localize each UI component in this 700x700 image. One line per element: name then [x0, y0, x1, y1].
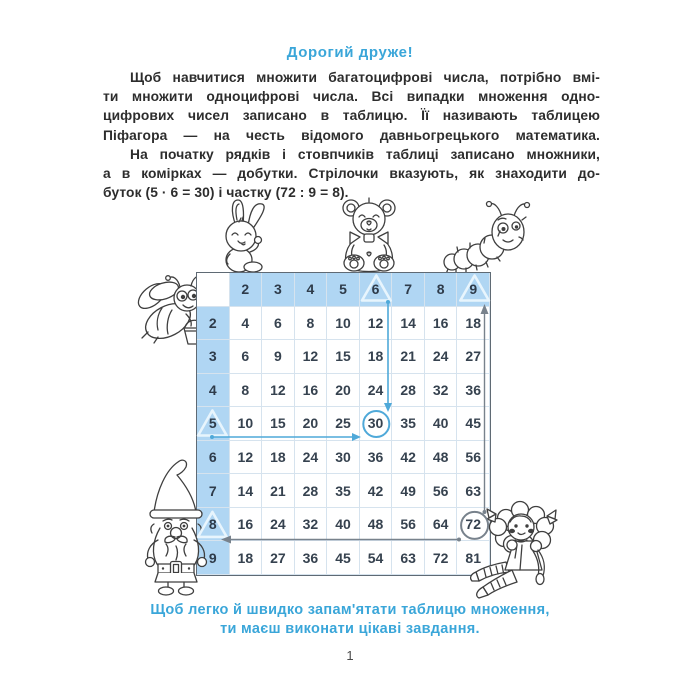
product-cell-r3-c5: 15 — [327, 340, 360, 374]
product-cell-r4-c7: 28 — [392, 374, 425, 408]
product-cell-r7-c9: 63 — [457, 474, 490, 508]
product-cell-r6-c2: 12 — [230, 441, 263, 475]
col-header-7: 7 — [392, 273, 425, 307]
col-header-2: 2 — [230, 273, 263, 307]
product-cell-r7-c5: 35 — [327, 474, 360, 508]
row-header-8: 8 — [197, 508, 230, 542]
product-cell-r8-c3: 24 — [262, 508, 295, 542]
product-cell-r8-c8: 64 — [425, 508, 458, 542]
product-cell-r2-c9: 18 — [457, 307, 490, 341]
product-cell-r9-c2: 18 — [230, 541, 263, 575]
product-cell-r9-c3: 27 — [262, 541, 295, 575]
product-cell-r4-c8: 32 — [425, 374, 458, 408]
row-header-4: 4 — [197, 374, 230, 408]
product-cell-r3-c4: 12 — [295, 340, 328, 374]
product-cell-r4-c3: 12 — [262, 374, 295, 408]
product-cell-r2-c8: 16 — [425, 307, 458, 341]
gnome-illustration — [130, 456, 222, 596]
product-cell-r5-c9: 45 — [457, 407, 490, 441]
bunny-illustration — [208, 196, 278, 274]
row-header-9: 9 — [197, 541, 230, 575]
product-cell-r8-c5: 40 — [327, 508, 360, 542]
product-cell-r8-c4: 32 — [295, 508, 328, 542]
product-cell-r4-c9: 36 — [457, 374, 490, 408]
rag-doll-illustration — [470, 498, 580, 603]
product-cell-r2-c4: 8 — [295, 307, 328, 341]
product-cell-r9-c5: 45 — [327, 541, 360, 575]
col-header-5: 5 — [327, 273, 360, 307]
product-cell-r7-c7: 49 — [392, 474, 425, 508]
intro-text — [103, 68, 600, 202]
col-header-6: 6 — [360, 273, 393, 307]
product-cell-r5-c3: 15 — [262, 407, 295, 441]
product-cell-r3-c2: 6 — [230, 340, 263, 374]
product-cell-r8-c6: 48 — [360, 508, 393, 542]
intro-line: цифрових чисел записано в таблицю. Її називають таблицею — [103, 108, 600, 124]
product-cell-r7-c4: 28 — [295, 474, 328, 508]
product-cell-r3-c9: 27 — [457, 340, 490, 374]
product-cell-r9-c9: 81 — [457, 541, 490, 575]
page-title: Дорогий друже! — [286, 44, 414, 61]
intro-line: а в комірках — добутки. Стрілочки вказують, як знаходити до- — [103, 166, 600, 182]
product-cell-r3-c3: 9 — [262, 340, 295, 374]
product-cell-r5-c6: 30 — [360, 407, 393, 441]
intro-line: буток (5 · 6 = 30) і частку (72 : 9 = 8). — [103, 185, 349, 201]
product-cell-r7-c6: 42 — [360, 474, 393, 508]
row-header-6: 6 — [197, 441, 230, 475]
product-cell-r6-c4: 24 — [295, 441, 328, 475]
row-header-7: 7 — [197, 474, 230, 508]
product-cell-r9-c6: 54 — [360, 541, 393, 575]
product-cell-r6-c6: 36 — [360, 441, 393, 475]
product-cell-r9-c7: 63 — [392, 541, 425, 575]
product-cell-r4-c6: 24 — [360, 374, 393, 408]
product-cell-r6-c3: 18 — [262, 441, 295, 475]
product-cell-r2-c7: 14 — [392, 307, 425, 341]
product-cell-r9-c8: 72 — [425, 541, 458, 575]
col-header-3: 3 — [262, 273, 295, 307]
row-header-5: 5 — [197, 407, 230, 441]
product-cell-r8-c9: 72 — [457, 508, 490, 542]
product-cell-r5-c8: 40 — [425, 407, 458, 441]
page-number: 1 — [346, 648, 354, 663]
intro-line: На початку рядків і стовпчиків таблиці записано множники, — [130, 146, 600, 162]
row-header-2: 2 — [197, 307, 230, 341]
col-header-8: 8 — [425, 273, 458, 307]
product-cell-r6-c9: 56 — [457, 441, 490, 475]
product-cell-r2-c6: 12 — [360, 307, 393, 341]
product-cell-r6-c7: 42 — [392, 441, 425, 475]
teddy-bear-illustration — [334, 195, 404, 275]
table-corner-cell — [197, 273, 230, 307]
product-cell-r4-c4: 16 — [295, 374, 328, 408]
footer-note — [0, 601, 700, 638]
product-cell-r3-c7: 21 — [392, 340, 425, 374]
footer-line-1: Щоб легко й швидко запам'ятати таблицю множення, — [150, 602, 550, 618]
product-cell-r6-c5: 30 — [327, 441, 360, 475]
product-cell-r8-c7: 56 — [392, 508, 425, 542]
product-cell-r7-c8: 56 — [425, 474, 458, 508]
product-cell-r5-c7: 35 — [392, 407, 425, 441]
product-cell-r4-c2: 8 — [230, 374, 263, 408]
product-cell-r6-c8: 48 — [425, 441, 458, 475]
col-header-9: 9 — [457, 273, 490, 307]
product-cell-r3-c6: 18 — [360, 340, 393, 374]
product-cell-r2-c2: 4 — [230, 307, 263, 341]
footer-line-2: ти маєш виконати цікаві завдання. — [220, 620, 480, 637]
product-cell-r9-c4: 36 — [295, 541, 328, 575]
product-cell-r7-c2: 14 — [230, 474, 263, 508]
product-cell-r5-c2: 10 — [230, 407, 263, 441]
product-cell-r5-c5: 25 — [327, 407, 360, 441]
intro-line: ти множити одноцифрові числа. Всі випадки множення одно- — [103, 89, 600, 105]
product-cell-r8-c2: 16 — [230, 508, 263, 542]
pythagoras-table — [196, 272, 491, 576]
product-cell-r2-c3: 6 — [262, 307, 295, 341]
product-cell-r7-c3: 21 — [262, 474, 295, 508]
row-header-3: 3 — [197, 340, 230, 374]
caterpillar-illustration — [440, 196, 540, 278]
product-cell-r4-c5: 20 — [327, 374, 360, 408]
product-cell-r2-c5: 10 — [327, 307, 360, 341]
intro-line: Щоб навчитися множити багатоцифрові числа, потрібно вмі- — [130, 70, 600, 85]
col-header-4: 4 — [295, 273, 328, 307]
intro-line: Піфагора — на честь відомого давньогрецького математика. — [103, 127, 600, 143]
product-cell-r5-c4: 20 — [295, 407, 328, 441]
product-cell-r3-c8: 24 — [425, 340, 458, 374]
